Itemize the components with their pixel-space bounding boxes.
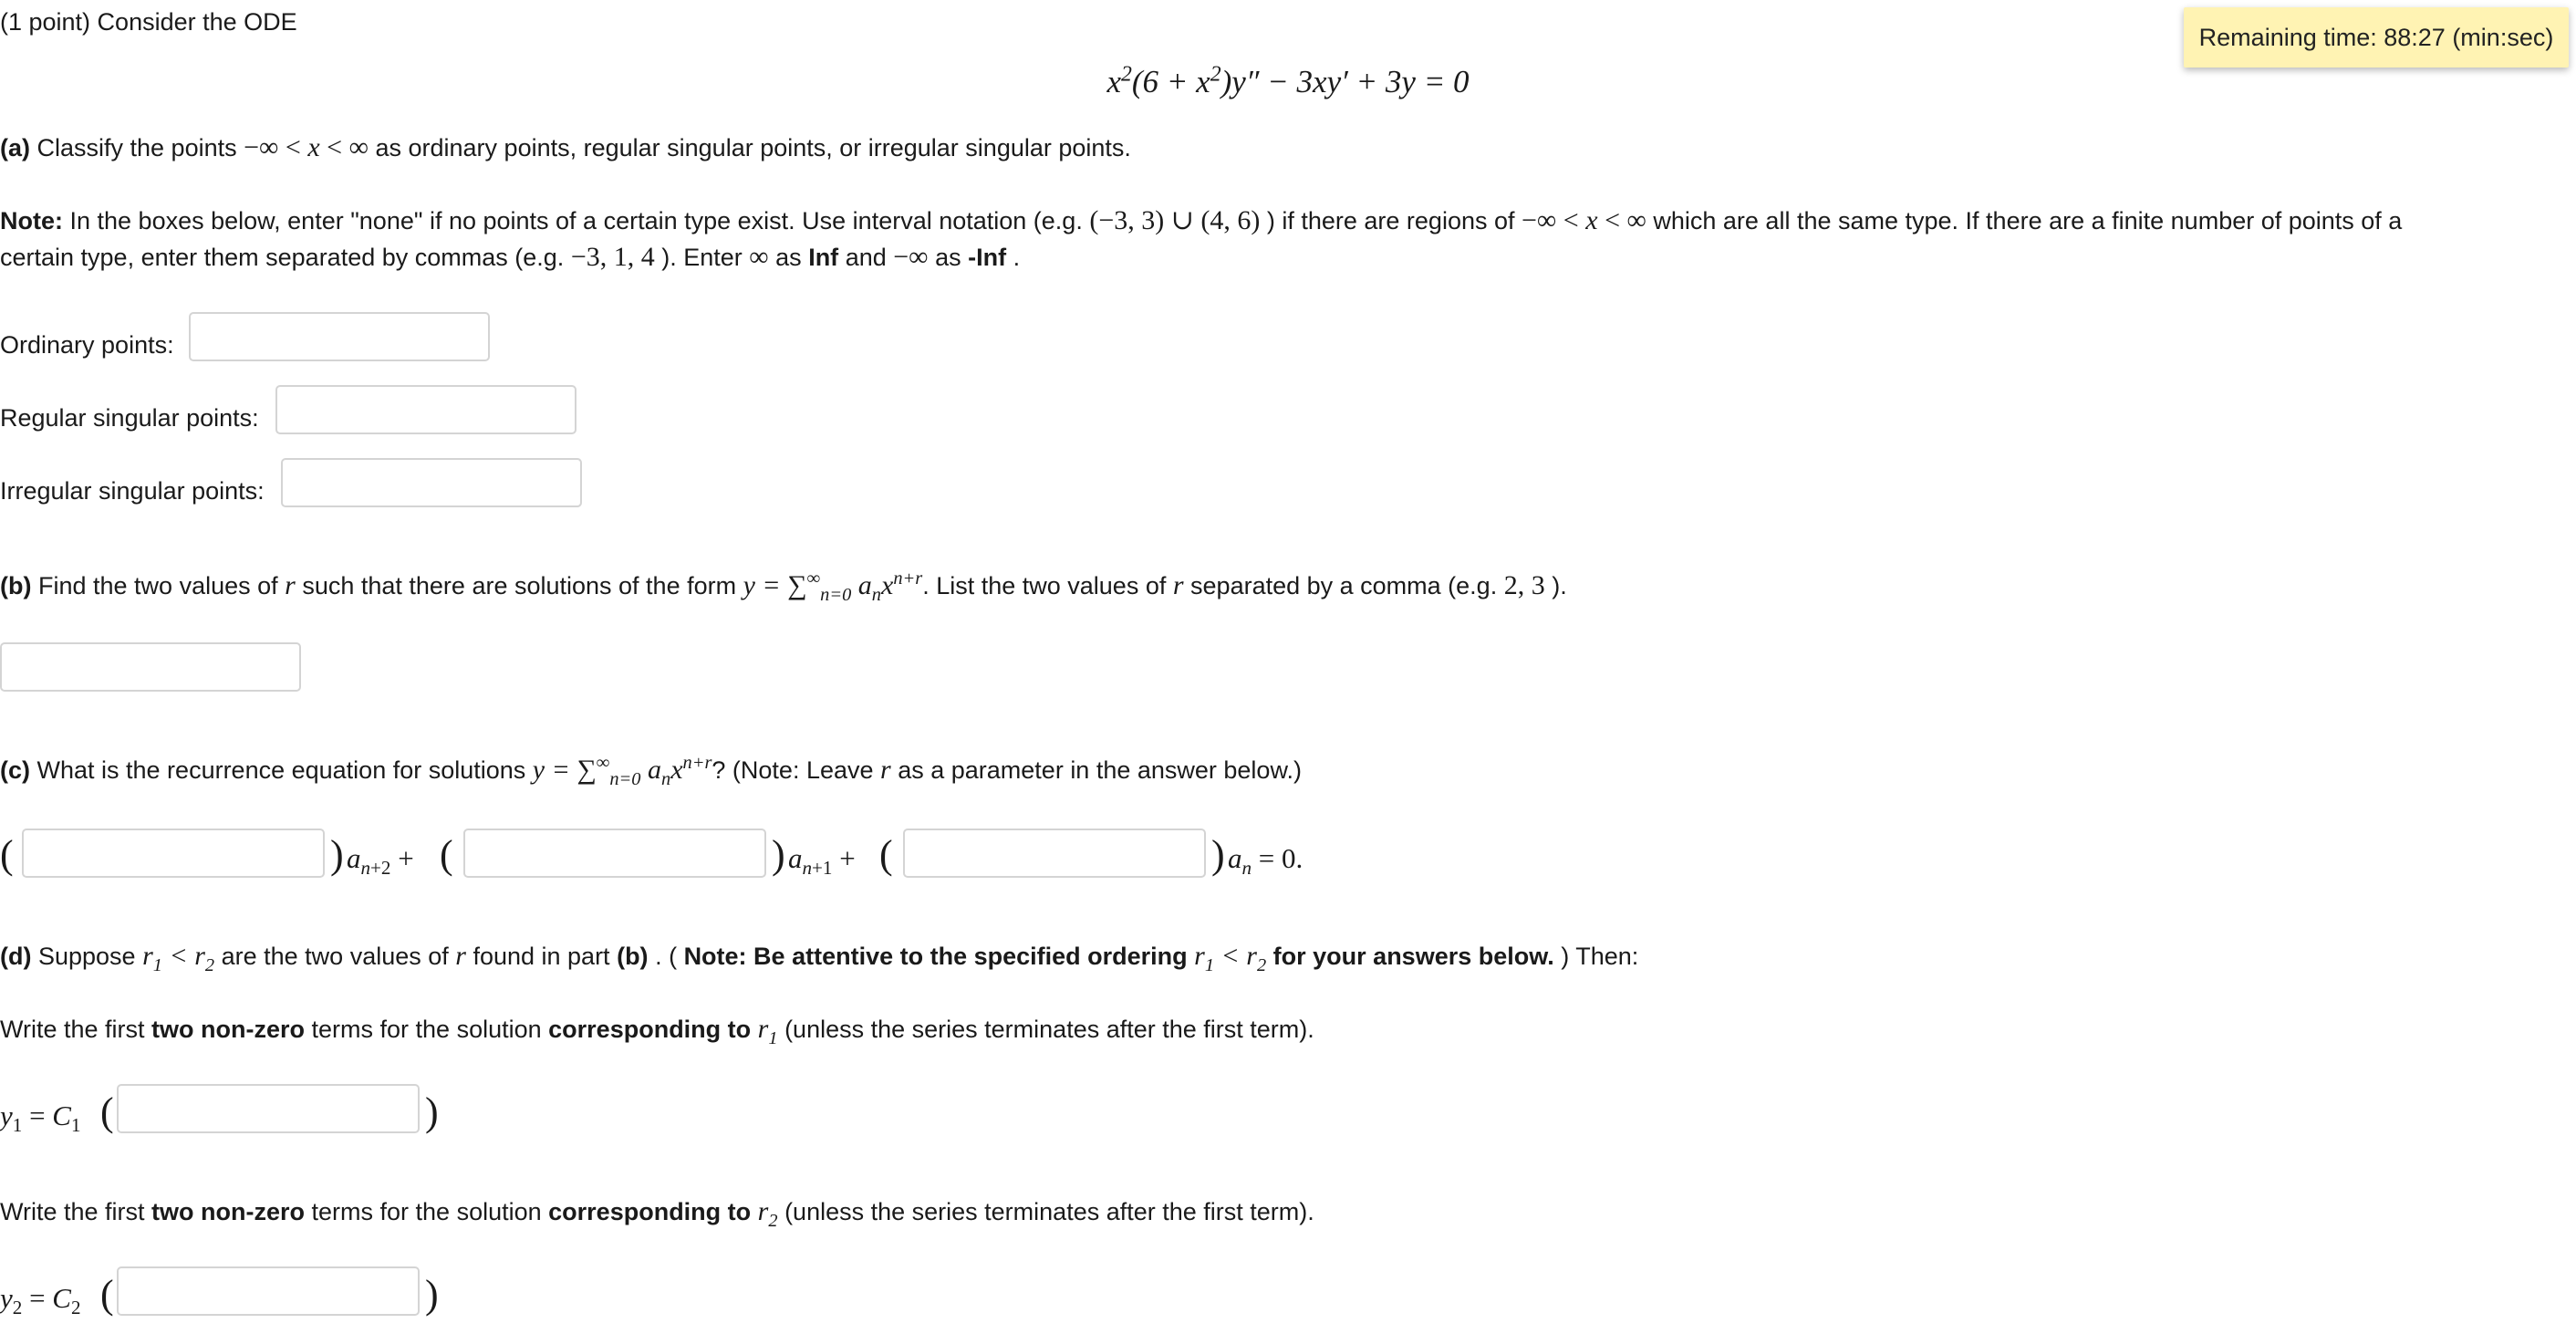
regular-singular-points-input[interactable]	[275, 385, 576, 434]
remaining-time-badge: Remaining time: 88:27 (min:sec)	[2184, 7, 2569, 68]
ordinary-points-input[interactable]	[189, 312, 490, 361]
y1-open-paren: (	[100, 1089, 114, 1134]
part-b-label: (b)	[0, 572, 32, 599]
y1-series-input[interactable]	[117, 1084, 420, 1133]
y1-close-paren: )	[425, 1089, 439, 1134]
y2-lhs: $y_2 = C_2$	[0, 1282, 81, 1319]
close-paren-3: )	[1211, 832, 1225, 877]
problem-title: (1 point) Consider the ODE	[0, 8, 297, 36]
part-c-prompt: (c) What is the recurrence equation for solutions $y = \sum^\infty_{n=0}$ $a_nx^{n+r}$? (Note: Leave r as a parameter in the answer below.)	[0, 753, 1302, 789]
irregular-singular-points-input[interactable]	[281, 458, 582, 507]
part-a-note-line-2: certain type, enter them separated by commas (e.g. −3, 1, 4 ). Enter ∞ as Inf and −∞ as -Inf .	[0, 242, 1021, 272]
close-paren-1: )	[330, 832, 344, 877]
term-an: $a_n = 0$.	[1228, 842, 1304, 880]
y1-prompt: Write the first two non-zero terms for the solution corresponding to $r_1$ (unless the series terminates after the first term).	[0, 1014, 1314, 1048]
ode-equation: $x^2(6 + x^2)y'' - 3xy' + 3y = 0$	[1106, 62, 1470, 99]
open-paren-3: (	[879, 832, 893, 877]
recurrence-coef-an-input[interactable]	[903, 829, 1206, 878]
close-paren-2: )	[772, 832, 785, 877]
ordinary-points-label: Ordinary points:	[0, 331, 174, 359]
r-values-input[interactable]	[0, 642, 301, 692]
part-a-note-line-1: Note: In the boxes below, enter "none" if no points of a certain type exist. Use interval notation (e.g. (−3, 3) ∪ (4, 6) ) if there are regions of −∞ < x < ∞ which are all the same type. If there are a finite number of points of a	[0, 205, 2403, 235]
part-d-prompt: (d) Suppose $r_1 < r_2$ are the two values of r found in part (b) . ( Note: Be attentive to the specified ordering $r_1 < r_2$ for your answers below. ) Then:	[0, 941, 1639, 975]
term-an2: $a_{n+2}$ +	[347, 842, 414, 880]
part-c-label: (c)	[0, 756, 30, 784]
recurrence-coef-an1-input[interactable]	[463, 829, 766, 878]
part-a-prompt: (a) Classify the points −∞ < x < ∞ as ordinary points, regular singular points, or irregular singular points.	[0, 132, 1131, 162]
recurrence-coef-an2-input[interactable]	[22, 829, 325, 878]
open-paren-1: (	[0, 832, 14, 877]
irregular-singular-points-label: Irregular singular points:	[0, 477, 265, 505]
part-d-label: (d)	[0, 943, 32, 970]
y2-series-input[interactable]	[117, 1266, 420, 1316]
y2-open-paren: (	[100, 1272, 114, 1317]
y2-close-paren: )	[425, 1272, 439, 1317]
regular-singular-points-label: Regular singular points:	[0, 404, 259, 432]
part-a-label: (a)	[0, 134, 30, 162]
term-an1: $a_{n+1}$ +	[788, 842, 856, 880]
open-paren-2: (	[440, 832, 453, 877]
y1-lhs: $y_1 = C_1$	[0, 1100, 81, 1137]
part-b-prompt: (b) Find the two values of r such that there are solutions of the form $y = \sum^\infty_{n=0}$ $a_nx^{n+r}$. List the two values of r separated by a comma (e.g. 2, 3 ).	[0, 568, 1567, 605]
y2-prompt: Write the first two non-zero terms for the solution corresponding to $r_2$ (unless the series terminates after the first term).	[0, 1196, 1314, 1231]
note-label: Note:	[0, 207, 63, 234]
